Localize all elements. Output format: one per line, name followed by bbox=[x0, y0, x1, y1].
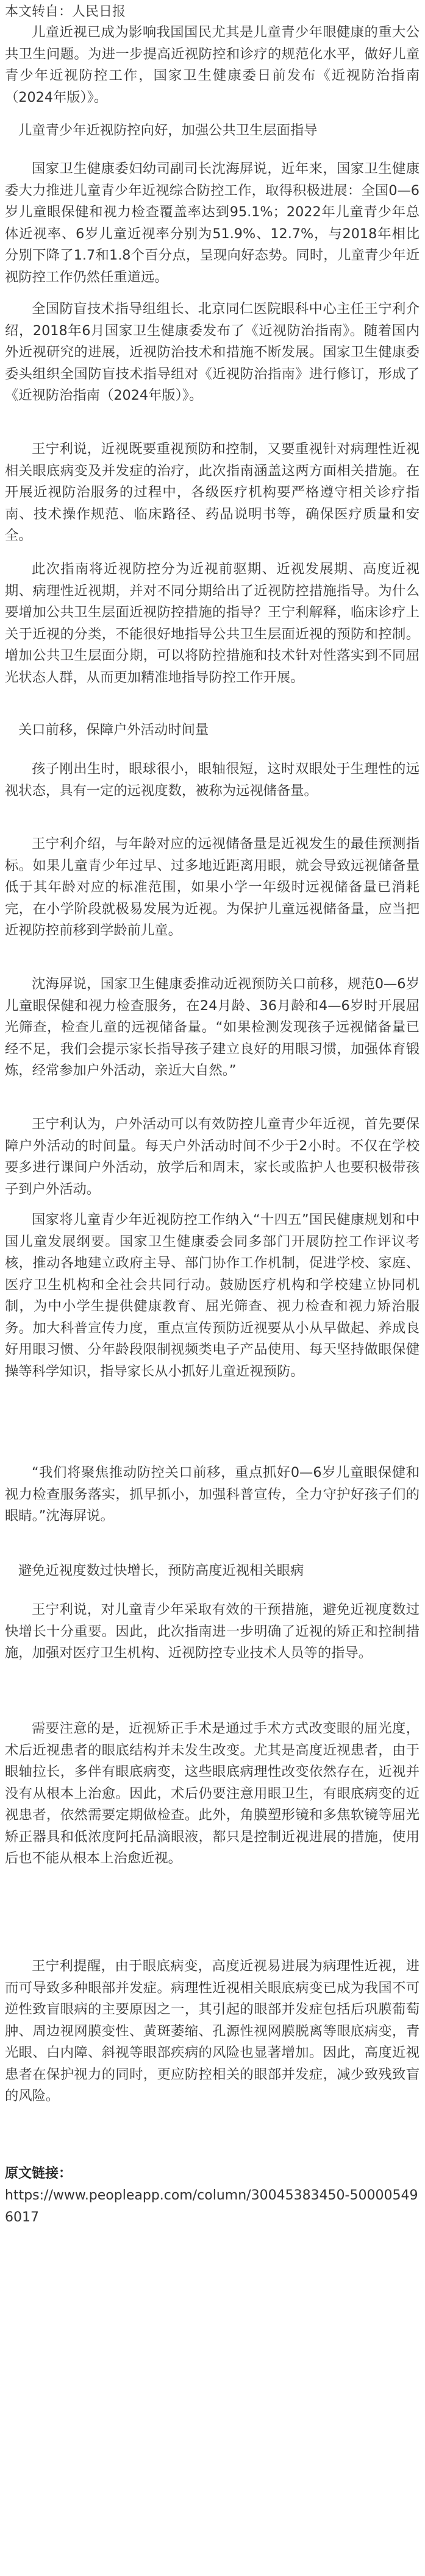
section-heading-3: 避免近视度数过快增长，预防高度近视相关眼病 bbox=[18, 1563, 304, 1579]
article-paragraph bbox=[5, 22, 420, 108]
source-link-block bbox=[5, 2163, 420, 2229]
article-paragraph bbox=[5, 1956, 420, 2107]
paragraph-outdoor: 王宁利认为，户外活动可以有效防控儿童青少年近视，首先要保障户外活动的时间量。每天户外活动时间不少于2小时。不仅在学校要多进行课间户外活动，放学后和周末，家长或监护人也要积极带孩子到户外活动。 bbox=[5, 1116, 420, 1197]
paragraph-hyperopia-reserve: 孩子刚出生时，眼球很小，眼轴很短，这时双眼处于生理性的远视状态，具有一定的远视度数，被称为远视储备量。 bbox=[5, 761, 420, 799]
section-heading bbox=[5, 1560, 420, 1582]
paragraph-pathologic: 王宁利提醒，由于眼底病变，高度近视易进展为病理性近视，进而可导致多种眼部并发症。病理性近视相关眼底病变已成为我国不可逆性致盲眼病的主要原因之一，其引起的眼部并发症包括后巩膜葡萄肿、周边视网膜变性、黄斑萎缩、孔源性视网膜脱离等眼底病变，青光眼、白内障、斜视等眼部疾病的风险也显著增加。因此，高度近视患者在保护视力的同时，更应防控相关的眼部并发症，减少致残致盲的风险。 bbox=[5, 1958, 420, 2104]
paragraph-surgery: 需要注意的是，近视矫正手术是通过手术方式改变眼的屈光度，术后近视患者的眼底结构并未发生改变。尤其是高度近视患者，由于眼轴拉长，多伴有眼底病变，这些眼底病理性改变依然存在，近视并没有从根本上治愈。因此，术后仍要注意用眼卫生，有眼底病变的近视患者，依然需要定期做检查。此外，角膜塑形镜和多焦软镜等屈光矫正器具和低浓度阿托品滴眼液，都只是控制近视进展的措施，使用后也不能从根本上治愈近视。 bbox=[5, 1721, 420, 1866]
article-paragraph bbox=[5, 1114, 420, 1200]
article-paragraph bbox=[5, 559, 420, 688]
article-paragraph bbox=[5, 974, 420, 1082]
section-heading bbox=[5, 719, 420, 741]
paragraph-treatment: 王宁利说，近视既要重视预防和控制，又要重视针对病理性近视相关眼底病变及并发症的治疗，此次指南涵盖这两方面相关措施。在开展近视防治服务的过程中，各级医疗机构要严格遵守相关诊疗指南、技术操作规范、临床路径、药品说明书等，确保医疗质量和安全。 bbox=[5, 441, 420, 543]
source-link-label: 原文链接： bbox=[5, 2166, 73, 2181]
paragraph-progress: 国家卫生健康委妇幼司副司长沈海屏说，近年来，国家卫生健康委大力推进儿童青少年近视综合防控工作，取得积极进展：全国0—6岁儿童眼保健和视力检查覆盖率达到95.1%；2022年儿童青少年总体近视率、6岁儿童近视率分别为51.9%、12.7%，与2018年相比分别下降了1.7和1.8个百分点，呈现向好态势。同时，儿童青少年近视防控工作仍然任重道远。 bbox=[5, 161, 420, 285]
paragraph-quote: “我们将聚焦推动防控关口前移，重点抓好0—6岁儿童眼保健和视力检查服务落实，抓早抓小，加强科普宣传，全力守护好孩子们的眼睛。”沈海屏说。 bbox=[5, 1465, 420, 1524]
article-paragraph bbox=[5, 759, 420, 802]
paragraph-guideline-history: 全国防盲技术指导组组长、北京同仁医院眼科中心主任王宁利介绍，2018年6月国家卫生健康委发布了《近视防治指南》。随着国内外近视研究的进展，近视防治技术和措施不断发展。国家卫生健康委委头组织全国防盲技术指导组对《近视防治指南》进行修订，形成了《近视防治指南（2024年版）》。 bbox=[5, 301, 420, 403]
article-paragraph bbox=[5, 833, 420, 942]
paragraph-screening: 沈海屏说，国家卫生健康委推动近视预防关口前移，规范0—6岁儿童眼保健和视力检查服务，在24月龄、36月龄和4—6岁时开展屈光筛查，检查儿童的远视储备量。“如果检测发现孩子远视储备量已经不足，我们会提示家长指导孩子建立良好的用眼习惯，加强体育锻炼，经常参加户外活动，亲近大自然。” bbox=[5, 976, 420, 1078]
paragraph-intro: 儿童近视已成为影响我国国民尤其是儿童青少年眼健康的重大公共卫生问题。为进一步提高近视防控和诊疗的规范化水平，做好儿童青少年近视防控工作，国家卫生健康委日前发布《近视防治指南（2024年版）》。 bbox=[5, 24, 420, 105]
article-paragraph bbox=[5, 439, 420, 547]
paragraph-policy: 国家将儿童青少年近视防控工作纳入“十四五”国民健康规划和中国儿童发展纲要。国家卫生健康委会同多部门开展防控工作评议考核，推动各地建立政府主导、部门协作工作机制，促进学校、家庭、医疗卫生机构和全社会共同行动。鼓励医疗机构和学校建立协同机制，为中小学生提供健康教育、屈光筛查、视力检查和视力矫治服务。加大科普宣传力度，重点宣传预防近视要从小从早做起、养成良好用眼习惯、分年龄段限制视频类电子产品使用、每天坚持做眼保健操等科学知识，指导家长从小抓好儿童近视预防。 bbox=[5, 1212, 420, 1379]
source-link-url[interactable]: https://www.peopleapp.com/column/30045383450-500005496017 bbox=[5, 2188, 418, 2225]
section-heading bbox=[5, 119, 420, 141]
article-paragraph bbox=[5, 1599, 420, 1665]
article-paragraph bbox=[5, 1718, 420, 1870]
article-paragraph bbox=[5, 1209, 420, 1382]
section-heading-2: 关口前移，保障户外活动时间量 bbox=[18, 722, 209, 738]
source-line: 本文转自：人民日报 bbox=[5, 4, 126, 19]
section-heading-1: 儿童青少年近视防控向好，加强公共卫生层面指导 bbox=[18, 122, 318, 138]
paragraph-prediction: 王宁利介绍，与年龄对应的远视储备量是近视发生的最佳预测指标。如果儿童青少年过早、过多地近距离用眼，就会导致远视储备量低于其年龄对应的标准范围，如果小学一年级时远视储备量已消耗完，在小学阶段就极易发展为近视。为保护儿童远视储备量，应当把近视防控前移到学龄前儿童。 bbox=[5, 836, 420, 938]
paragraph-stages: 此次指南将近视防控分为近视前驱期、近视发展期、高度近视期、病理性近视期，并对不同分期给出了近视防控措施指导。为什么要增加公共卫生层面近视防控措施的指导？王宁利解释，临床诊疗上关于近视的分类，不能很好地指导公共卫生层面近视的预防和控制。增加公共卫生层面分期，可以将防控措施和技术针对性落实到不同屈光状态人群，从而更加精准地指导防控工作开展。 bbox=[5, 561, 420, 685]
article-paragraph bbox=[5, 299, 420, 407]
article-paragraph bbox=[5, 1462, 420, 1527]
article-paragraph bbox=[5, 158, 420, 288]
paragraph-intervention: 王宁利说，对儿童青少年采取有效的干预措施，避免近视度数过快增长十分重要。因此，此次指南进一步明确了近视的矫正和控制措施，加强对医疗卫生机构、近视防控专业技术人员等的指导。 bbox=[5, 1602, 420, 1661]
